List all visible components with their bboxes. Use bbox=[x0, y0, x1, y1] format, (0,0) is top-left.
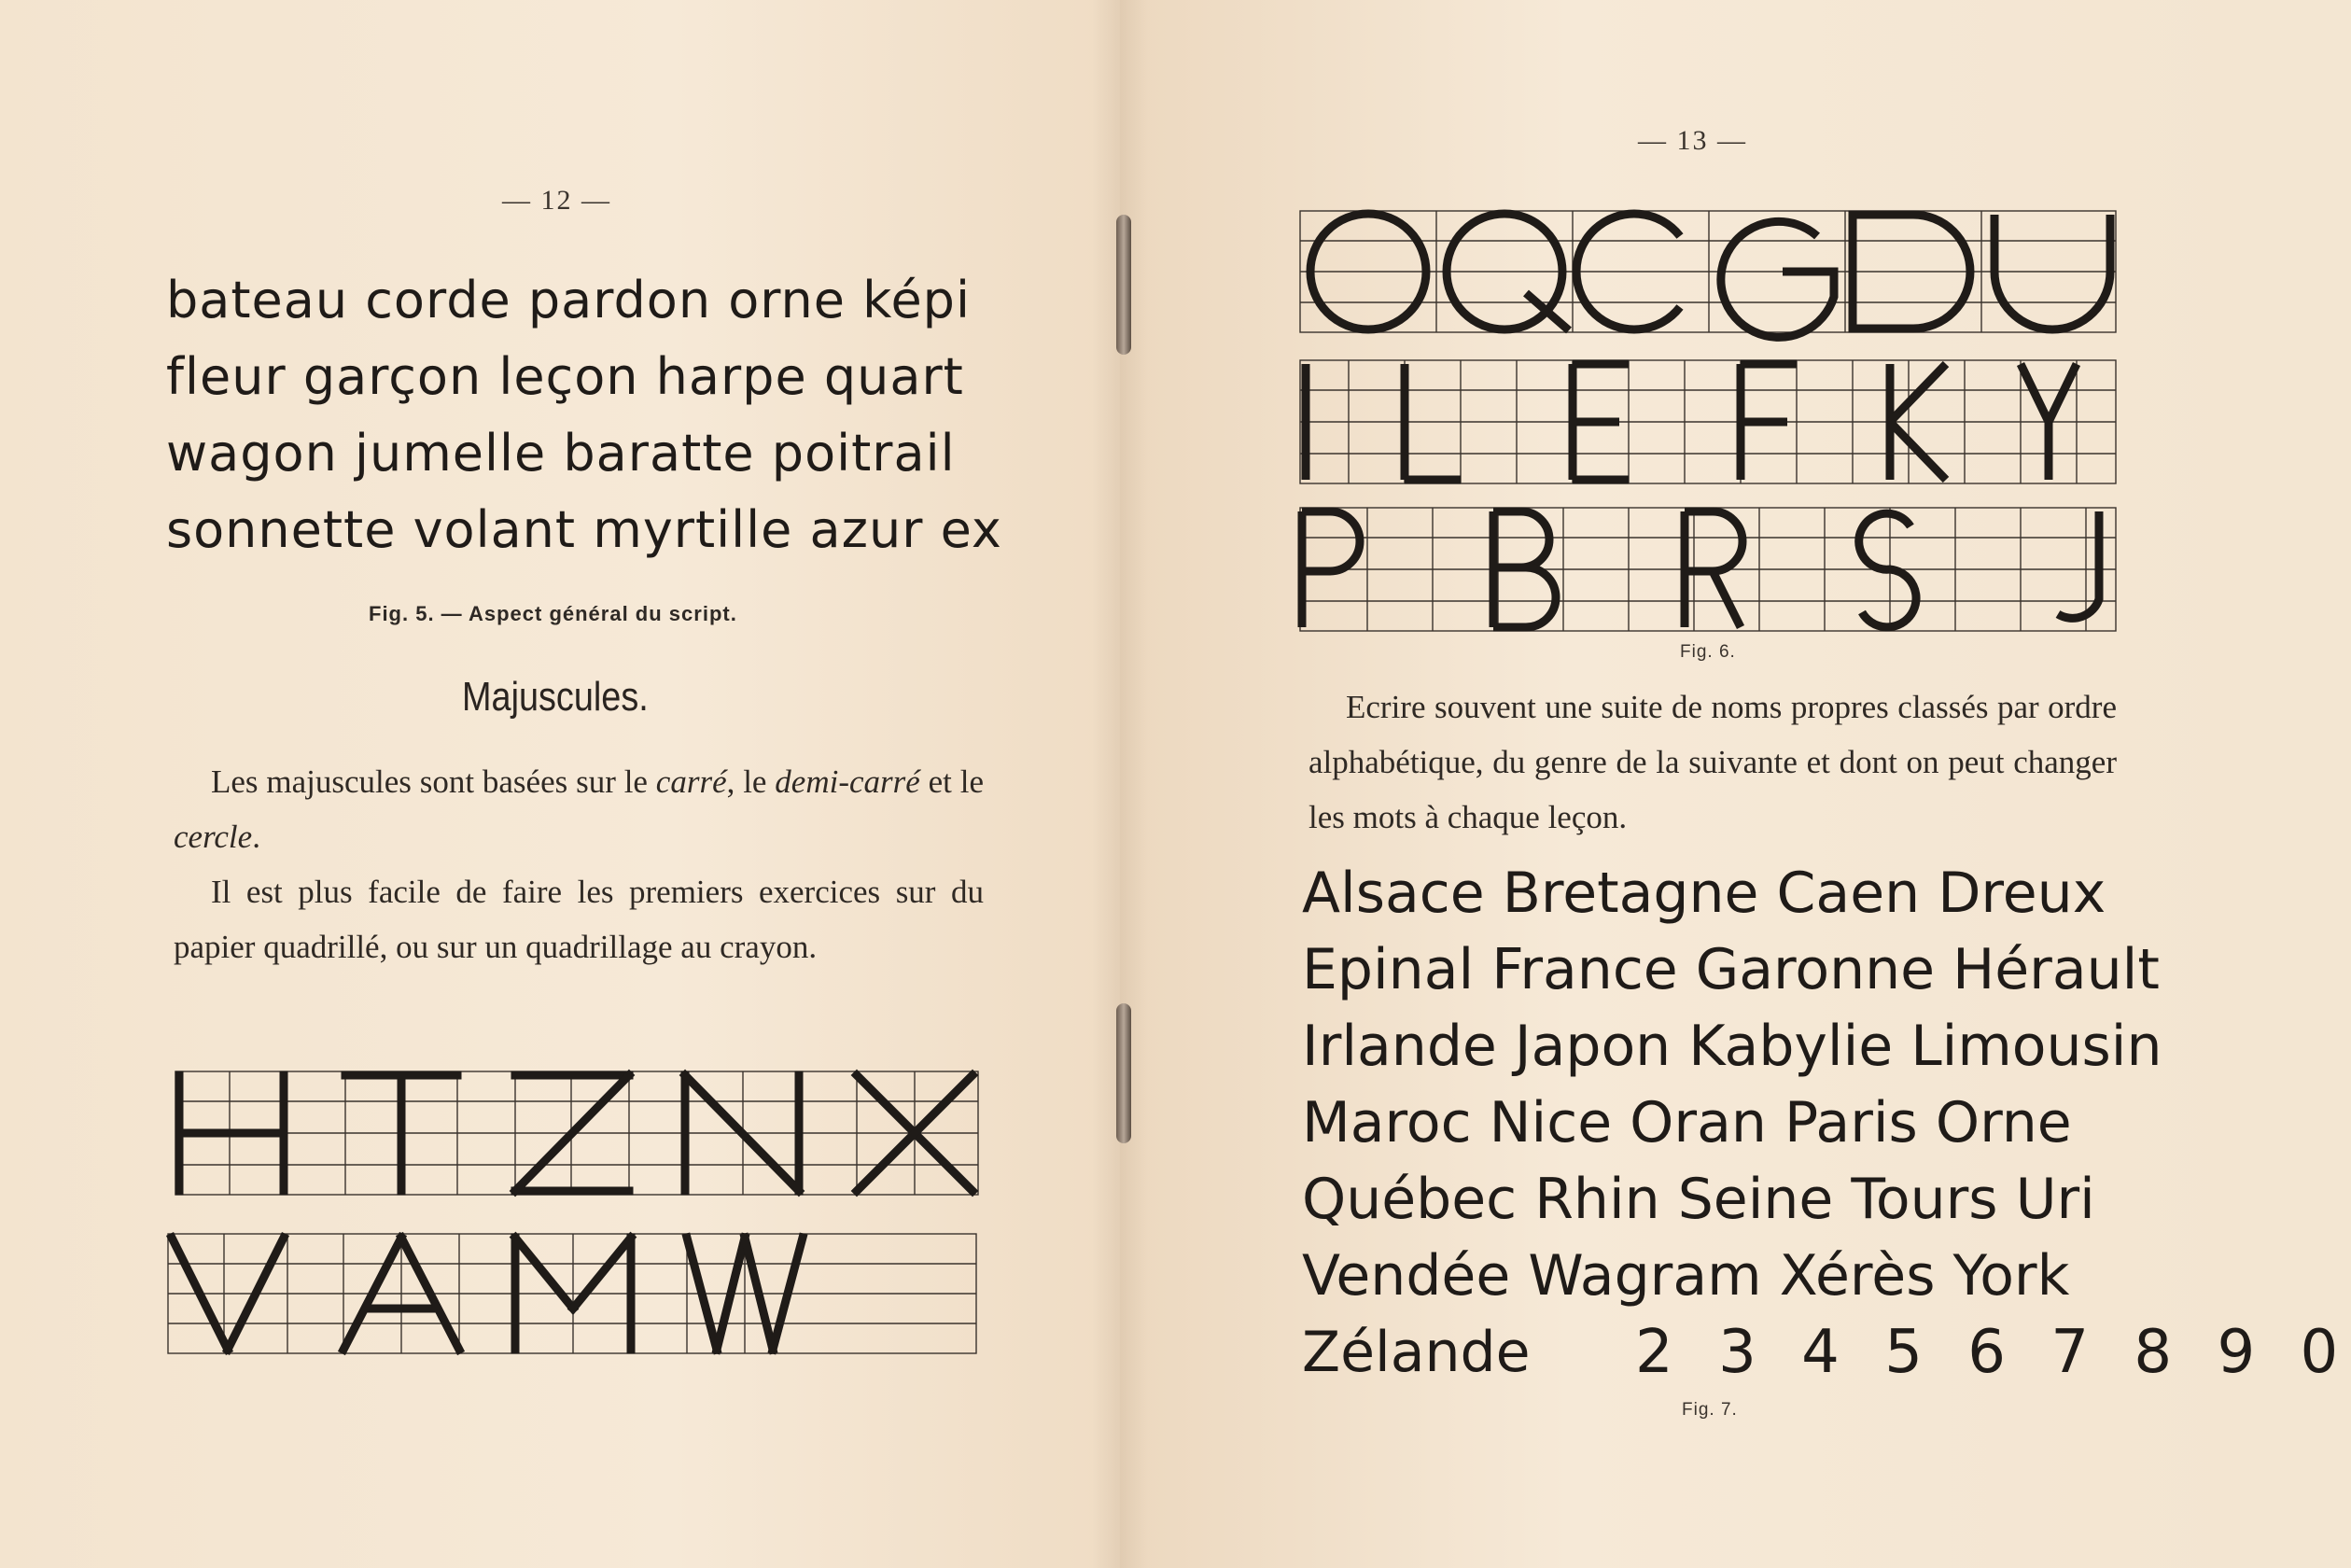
fig6-caption: Fig. 6. bbox=[1680, 642, 1736, 662]
para1-text-b: , le bbox=[726, 763, 767, 800]
para1-italic-carre: carré bbox=[655, 763, 727, 800]
majuscules-grid-left bbox=[168, 1064, 989, 1363]
para1-text-a: Les majuscules sont basées sur le bbox=[211, 763, 656, 800]
para1-text-d: . bbox=[252, 819, 260, 855]
place-line-2: Epinal France Garonne Hérault bbox=[1302, 937, 2160, 1002]
fig5-caption: Fig. 5. — Aspect général du script. bbox=[369, 602, 737, 625]
digits-line: 2 3 4 5 6 7 8 9 0 bbox=[1635, 1318, 2351, 1387]
paragraph-quadrillage: Il est plus facile de faire les premiers exercices sur du papier quadrillé, ou sur un quadrillage au crayon. bbox=[174, 874, 984, 965]
para1-italic-demi-carre: demi-carré bbox=[775, 763, 920, 800]
staple-top bbox=[1116, 215, 1131, 355]
script-line-3: wagon jumelle baratte poitrail bbox=[166, 424, 956, 483]
heading-majuscules: Majuscules. bbox=[462, 674, 649, 720]
place-line-3: Irlande Japon Kabylie Limousin bbox=[1302, 1014, 2162, 1079]
place-line-4: Maroc Nice Oran Paris Orne bbox=[1302, 1090, 2072, 1155]
script-line-1: bateau corde pardon orne képi bbox=[166, 271, 971, 329]
para1-italic-cercle: cercle bbox=[174, 819, 253, 855]
script-line-4: sonnette volant myrtille azur ex bbox=[166, 500, 1002, 559]
paragraph-noms-propres: Ecrire souvent une suite de noms propres classés par ordre alphabétique, du genre de la suivante et dont on peut changer les mots à chaque leçon. bbox=[1308, 689, 2117, 835]
script-line-2: fleur garçon leçon harpe quart bbox=[166, 347, 964, 406]
place-line-1: Alsace Bretagne Caen Dreux bbox=[1302, 861, 2106, 926]
staple-bottom bbox=[1116, 1003, 1131, 1143]
page-number-left: — 12 — bbox=[502, 185, 611, 216]
para1-text-c: et le bbox=[919, 763, 984, 800]
place-line-7: Zélande bbox=[1302, 1320, 1531, 1385]
page-number-right: — 13 — bbox=[1638, 125, 1747, 156]
place-line-6: Vendée Wagram Xérès York bbox=[1302, 1243, 2070, 1309]
paragraph-majuscules bbox=[174, 754, 984, 864]
place-line-5: Québec Rhin Seine Tours Uri bbox=[1302, 1167, 2095, 1232]
majuscules-grid-right bbox=[1293, 203, 2123, 642]
fig7-caption: Fig. 7. bbox=[1682, 1400, 1738, 1420]
